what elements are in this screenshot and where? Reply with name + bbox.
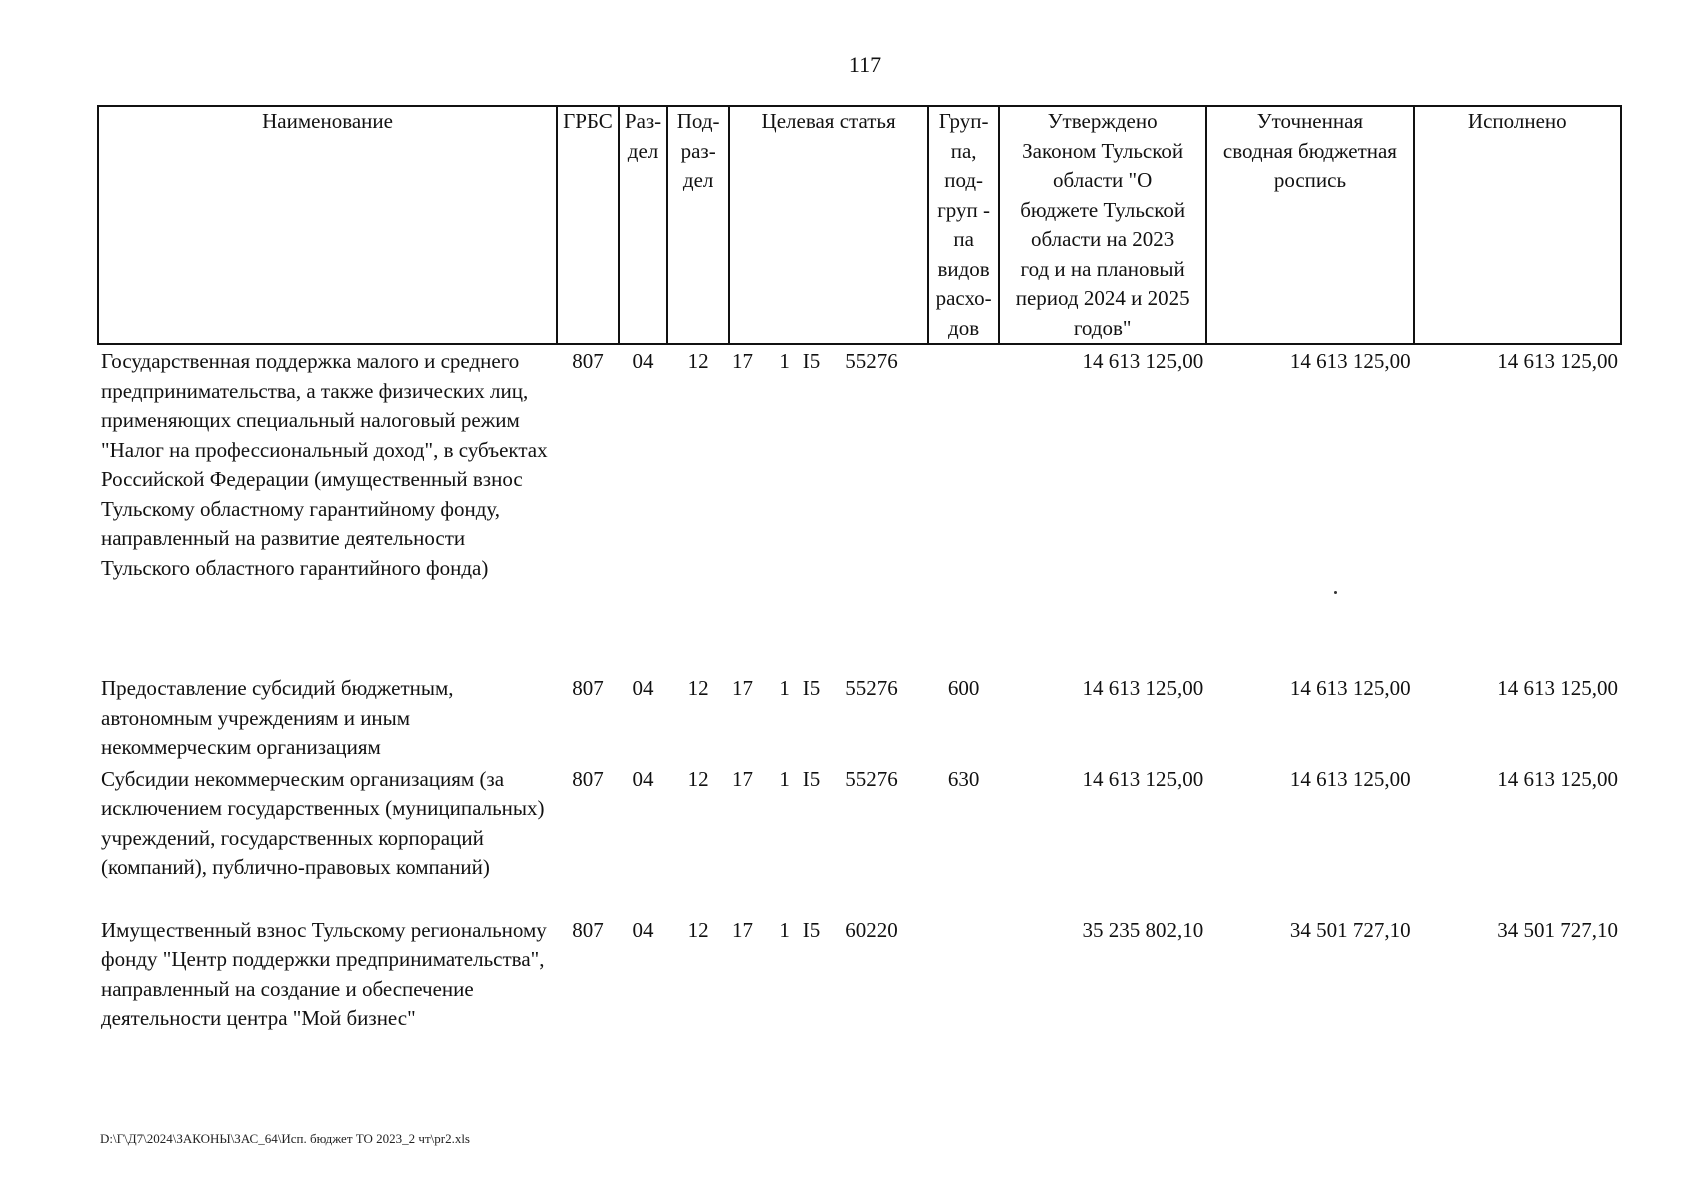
row-target-1: 17 [731, 676, 753, 700]
header-target: Целевая статья [729, 106, 928, 344]
row-target-2: 1 [779, 766, 790, 791]
row-grbs: 807 [572, 349, 604, 373]
row-target-3: I5 [802, 766, 821, 791]
row-target-2: 1 [779, 676, 790, 700]
row-target-3: I5 [802, 917, 821, 942]
row-name: Субсидии некоммерческим организациям (за исключением государственных (муниципальных) учреждений, государственных корпораций (компаний), публично-правовых компаний) [101, 766, 545, 879]
budget-table [97, 105, 1622, 1034]
header-executed: Исполнено [1414, 106, 1621, 344]
row-grbs: 807 [572, 676, 604, 700]
footer-file-path: D:\Г\Д7\2024\ЗАКОНЫ\ЗАС_64\Исп. бюджет ТО 2023_2 чт\pr2.xls [100, 1131, 470, 1146]
header-name: Наименование [98, 106, 557, 344]
row-razdel: 04 [632, 349, 654, 373]
row-target-3: I5 [802, 676, 821, 700]
row-target-1: 17 [731, 349, 753, 373]
row-target-2: 1 [779, 349, 790, 373]
row-podrazdel: 12 [687, 676, 709, 700]
row-podrazdel: 12 [687, 766, 709, 791]
header-podrazdel: Под- раз- дел [667, 106, 729, 344]
table-row [98, 344, 1621, 672]
row-razdel: 04 [632, 917, 654, 942]
row-target-1: 17 [731, 766, 753, 791]
header-row [98, 106, 1621, 344]
header-group: Груп- па, под- груп - па видов расхо- дов [928, 106, 999, 344]
row-executed: 34 501 727,10 [1497, 917, 1618, 942]
row-grbs: 807 [572, 766, 604, 791]
header-grbs: ГРБС [557, 106, 619, 344]
row-refined: 14 613 125,00 [1289, 349, 1411, 373]
row-target-4: 55276 [845, 349, 898, 373]
row-name: Предоставление субсидий бюджетным, автономным учреждениям и иным некоммерческим организациям [101, 676, 454, 759]
table-row [98, 914, 1621, 1034]
row-executed: 14 613 125,00 [1497, 766, 1618, 791]
row-razdel: 04 [632, 676, 654, 700]
row-approved: 14 613 125,00 [1082, 766, 1204, 791]
row-podrazdel: 12 [687, 917, 709, 942]
row-group [928, 914, 999, 1034]
table-row [98, 672, 1621, 763]
row-target-4: 55276 [845, 676, 898, 700]
row-refined: 34 501 727,10 [1289, 917, 1411, 942]
row-executed: 14 613 125,00 [1497, 349, 1618, 373]
row-grbs: 807 [572, 917, 604, 942]
row-approved: 14 613 125,00 [1082, 349, 1204, 373]
row-refined: 14 613 125,00 [1289, 766, 1411, 791]
row-approved: 35 235 802,10 [1082, 917, 1204, 942]
header-refined: Уточненная сводная бюджетная роспись [1206, 106, 1413, 344]
row-group: 600 [947, 676, 980, 700]
header-approved: Утверждено Законом Тульской области "О бюджете Тульской области на 2023 год и на плановый период 2024 и 2025 годов" [999, 106, 1206, 344]
row-razdel: 04 [632, 766, 654, 791]
page-number: 117 [848, 52, 882, 77]
row-target-2: 1 [779, 917, 790, 942]
row-target-1: 17 [731, 917, 753, 942]
row-name: Государственная поддержка малого и среднего предпринимательства, а также физических лиц, применяющих специальный налоговый режим "Налог на профессиональный доход", в субъектах Российской Федерации (имущественный взнос Тульскому областному гарантийному фонду, направленный на развитие деятельности Тульского областного гарантийного фонда) [101, 349, 548, 580]
header-razdel: Раз- дел [619, 106, 668, 344]
row-target-4: 55276 [845, 766, 898, 791]
row-group: 630 [947, 766, 980, 791]
row-approved: 14 613 125,00 [1082, 676, 1204, 700]
scan-dot [1334, 591, 1337, 594]
row-target-3: I5 [802, 349, 821, 373]
row-group [928, 344, 999, 672]
table-row [98, 763, 1621, 914]
row-executed: 14 613 125,00 [1497, 676, 1618, 700]
row-target-4: 60220 [845, 917, 898, 942]
row-podrazdel: 12 [687, 349, 709, 373]
row-name: Имущественный взнос Тульскому региональному фонду "Центр поддержки предпринимательства", направленный на создание и обеспечение деятельности центра "Мой бизнес" [101, 917, 547, 1030]
row-refined: 14 613 125,00 [1289, 676, 1411, 700]
